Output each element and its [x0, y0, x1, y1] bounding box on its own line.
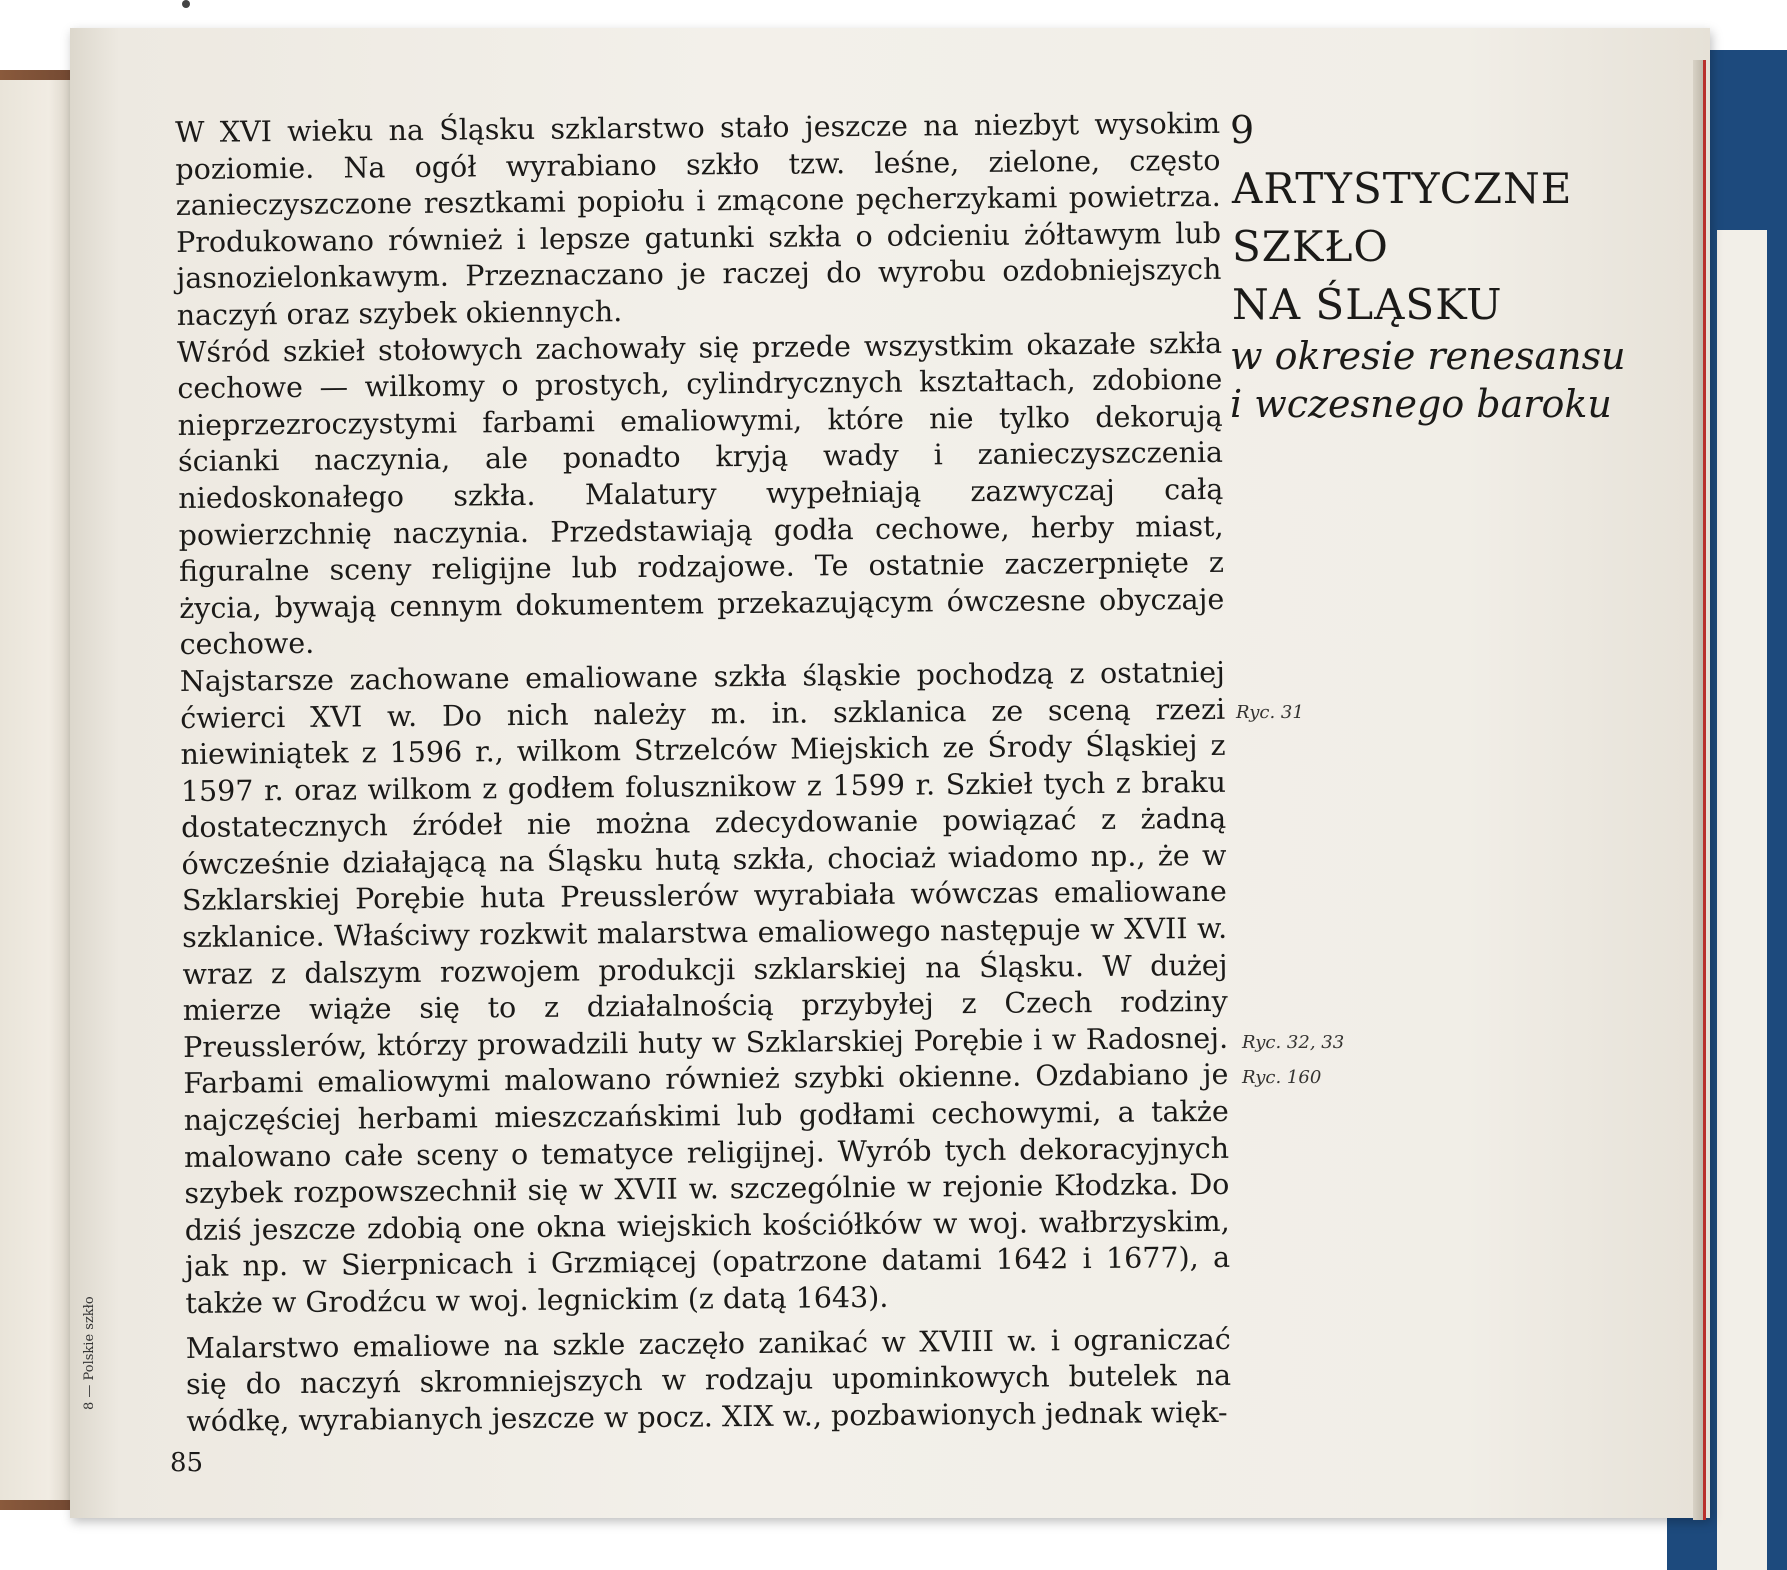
- chapter-title-line: ARTYSTYCZNE: [1232, 164, 1573, 213]
- left-page-edge: [0, 80, 70, 1500]
- spot-mark: [182, 0, 190, 8]
- chapter-title: [1232, 160, 1572, 334]
- figure-reference: Ryc. 31: [1236, 702, 1304, 723]
- figure-reference: Ryc. 32, 33: [1242, 1032, 1345, 1053]
- chapter-number: 9: [1230, 108, 1255, 152]
- red-page-edge: [1703, 60, 1706, 1520]
- chapter-title-line: SZKŁO: [1232, 222, 1389, 271]
- page-number: 85: [170, 1448, 204, 1478]
- chapter-title-line: NA ŚLĄSKU: [1232, 280, 1503, 329]
- chapter-subtitle: [1230, 332, 1626, 428]
- paragraph: Wśród szkieł stołowych zachowały się przede wszystkim okazałe szkła cechowe — wilkomy o prostych, cylindrycznych kształtach, zdobione nieprzezroczystymi farbami emaliowymi, które nie tylko dekorują ścianki naczynia, ale ponadto kryją wady i zanieczyszczenia niedoskonałego szkła. Malatury wypełniają zazwyczaj całą powierzchnię naczynia. Przedstawiają godła cechowe, herby miast, figuralne sceny religijne lub rodzajowe. Te ostatnie zaczerpnięte z życia, bywają cennym dokumentem przekazującym ówczesne obyczaje cechowe.: [176, 326, 1225, 662]
- next-book-page: [1717, 230, 1767, 1570]
- page-stack-edge: [1693, 60, 1703, 1520]
- chapter-subtitle-line: i wczesnego baroku: [1230, 382, 1612, 426]
- paragraph: W XVI wieku na Śląsku szklarstwo stało jeszcze na niezbyt wysokim poziomie. Na ogół wyrabiano szkło tzw. leśne, zielone, często zanieczyszczone resztkami popiołu i zmącone pęcherzykami powietrza. Produkowano również i lepsze gatunki szkła o odcieniu żółtawym lub jasnozielonkawym. Przeznaczano je raczej do wyrobu ozdobniejszych naczyń oraz szybek okiennych.: [175, 106, 1222, 332]
- paragraph: Najstarsze zachowane emaliowane szkła śląskie pochodzą z ostatniej ćwierci XVI w. Do nich należy m. in. szklanica ze sceną rzezi niewiniątek z 1596 r., wilkom Strzelców Miejskich ze Środy Śląskiej z 1597 r. oraz wilkom z godłem folusznikow z 1599 r. Szkieł tych z braku dostatecznych źródeł nie można zdecydowanie powiązać z żadną ówcześnie działającą na Śląsku hutą szkła, chociaż wiadomo np., że w Szklarskiej Porębie huta Preusslerów wyrabiała wówczas emaliowane szklanice. Właściwy rozkwit malarstwa emaliowego następuje w XVII w. wraz z dalszym rozwojem produkcji szklarskiej na Śląsku. W dużej mierze wiąże się to z działalnością przybyłej z Czech rodziny Preusslerów, którzy prowadzili huty w Szklarskiej Porębie i w Radosnej. Farbami emaliowymi malowano również szybki okienne. Ozdabiano je najczęściej herbami mieszczańskimi lub godłami cechowymi, a także malowano całe sceny o tematyce religijnej. Wyrób tych dekoracyjnych szybek rozpowszechnił się w XVII w. szczególnie w rejonie Kłodzka. Do dziś jeszcze zdobią one okna wiejskich kościółków w woj. wałbrzyskim, jak np. w Sierpnicach i Grzmiącej (opatrzone datami 1642 i 1677), a także w Grodźcu w woj. legnickim (z datą 1643).: [179, 655, 1231, 1320]
- paragraph: Malarstwo emaliowe na szkle zaczęło zanikać w XVIII w. i ograniczać się do naczyń skromniejszych w rodzaju upominkowych butelek na wódkę, wyrabianych jeszcze w pocz. XIX w., pozbawionych jednak więk-: [185, 1322, 1232, 1438]
- signature-mark: 8 — Polskie szkło: [82, 1296, 97, 1410]
- chapter-subtitle-line: w okresie renesansu: [1230, 334, 1626, 378]
- body-text: [175, 106, 1232, 1440]
- figure-reference: Ryc. 160: [1242, 1067, 1322, 1088]
